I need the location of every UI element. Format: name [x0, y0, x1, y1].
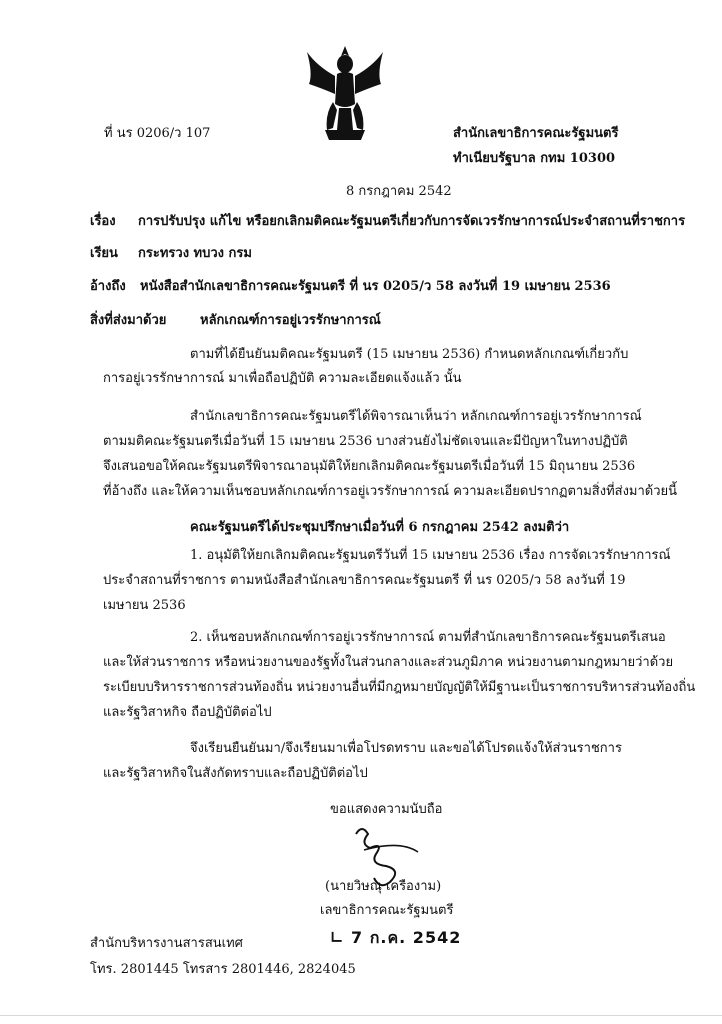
resolution-item-1-line: ประจำสถานที่ราชการ ตามหนังสือสำนักเลขาธิการคณะรัฐมนตรี ที่ นร 0205/ว 58 ลงวันที่ 19: [103, 573, 626, 588]
to-label: เรียน: [90, 246, 118, 261]
paragraph-1-line: การอยู่เวรรักษาการณ์ มาเพื่อถือปฏิบัติ ความละเอียดแจ้งแล้ว นั้น: [103, 371, 462, 386]
closing-line: จึงเรียนยืนยันมา/จึงเรียนมาเพื่อโปรดทราบ และขอได้โปรดแจ้งให้ส่วนราชการ: [190, 741, 622, 756]
signatory-name: (นายวิษณุ เครืองาม): [325, 879, 442, 894]
garuda-emblem-icon: [303, 44, 387, 144]
subject-text: การปรับปรุง แก้ไข หรือยกเลิกมติคณะรัฐมนตรีเกี่ยวกับการจัดเวรรักษาการณ์ประจำสถานที่ราชการ: [138, 214, 686, 229]
salutation: ขอแสดงความนับถือ: [330, 802, 443, 817]
resolution-item-2-line: 2. เห็นชอบหลักเกณฑ์การอยู่เวรรักษาการณ์ ตามที่สำนักเลขาธิการคณะรัฐมนตรีเสนอ: [190, 630, 666, 645]
reference-number: ที่ นร 0206/ว 107: [104, 126, 211, 141]
resolution-item-1-line: เมษายน 2536: [103, 598, 186, 613]
paragraph-2-line: จึงเสนอขอให้คณะรัฐมนตรีพิจารณาอนุมัติให้ยกเลิกมติคณะรัฐมนตรีเมื่อวันที่ 15 มิถุนายน 2536: [103, 459, 636, 474]
subject-label: เรื่อง: [90, 214, 116, 229]
resolution-item-2-line: และรัฐวิสาหกิจ ถือปฏิบัติต่อไป: [103, 705, 272, 720]
paragraph-3: คณะรัฐมนตรีได้ประชุมปรึกษาเมื่อวันที่ 6 กรกฎาคม 2542 ลงมติว่า: [190, 520, 570, 535]
enclosure-text: หลักเกณฑ์การอยู่เวรรักษาการณ์: [200, 313, 381, 328]
reference-label: อ้างถึง: [90, 279, 126, 294]
reference-text: หนังสือสำนักเลขาธิการคณะรัฐมนตรี ที่ นร 0205/ว 58 ลงวันที่ 19 เมษายน 2536: [140, 279, 611, 294]
paragraph-2-line: ตามมติคณะรัฐมนตรีเมื่อวันที่ 15 เมษายน 2536 บางส่วนยังไม่ชัดเจนและมีปัญหาในทางปฏิบัติ: [103, 434, 628, 449]
resolution-item-2-line: และให้ส่วนราชการ หรือหน่วยงานของรัฐทั้งในส่วนกลางและส่วนภูมิภาค หน่วยงานตามกฎหมายว่าด้วย: [103, 655, 674, 670]
enclosure-label: สิ่งที่ส่งมาด้วย: [90, 313, 167, 328]
page-edge-divider: [0, 1015, 722, 1016]
office-address: ทำเนียบรัฐบาล กทม 10300: [453, 151, 616, 166]
signatory-title: เลขาธิการคณะรัฐมนตรี: [320, 903, 454, 918]
resolution-item-2-line: ระเบียบบริหารราชการส่วนท้องถิ่น หน่วยงานอื่นที่มีกฎหมายบัญญัติให้มีฐานะเป็นราชการบริหารส่วนท้องถิ่น: [103, 680, 696, 695]
closing-line: และรัฐวิสาหกิจในสังกัดทราบและถือปฏิบัติต่อไป: [103, 766, 368, 781]
footer-division: สำนักบริหารงานสารสนเทศ: [90, 936, 243, 951]
stamp-text: 7 ก.ค. 2542: [350, 928, 462, 947]
issuing-office: สำนักเลขาธิการคณะรัฐมนตรี: [453, 126, 619, 141]
resolution-item-1-line: 1. อนุมัติให้ยกเลิกมติคณะรัฐมนตรีวันที่ 15 เมษายน 2536 เรื่อง การจัดเวรรักษาการณ์: [190, 548, 671, 563]
letter-date: 8 กรกฎาคม 2542: [346, 184, 452, 199]
to-text: กระทรวง ทบวง กรม: [138, 246, 252, 261]
paragraph-2-line: ที่อ้างถึง และให้ความเห็นชอบหลักเกณฑ์การอยู่เวรรักษาการณ์ ความละเอียดปรากฏตามสิ่งที่ส่งมาด้วยนี้: [103, 484, 678, 499]
paragraph-2-line: สำนักเลขาธิการคณะรัฐมนตรีได้พิจารณาเห็นว่า หลักเกณฑ์การอยู่เวรรักษาการณ์: [190, 409, 642, 424]
paragraph-1-line: ตามที่ได้ยืนยันมติคณะรัฐมนตรี (15 เมษายน 2536) กำหนดหลักเกณฑ์เกี่ยวกับ: [190, 347, 629, 362]
footer-phone: โทร. 2801445 โทรสาร 2801446, 2824045: [90, 962, 356, 977]
received-date-stamp: [330, 926, 461, 951]
stamp-mark: ∟: [330, 928, 345, 947]
